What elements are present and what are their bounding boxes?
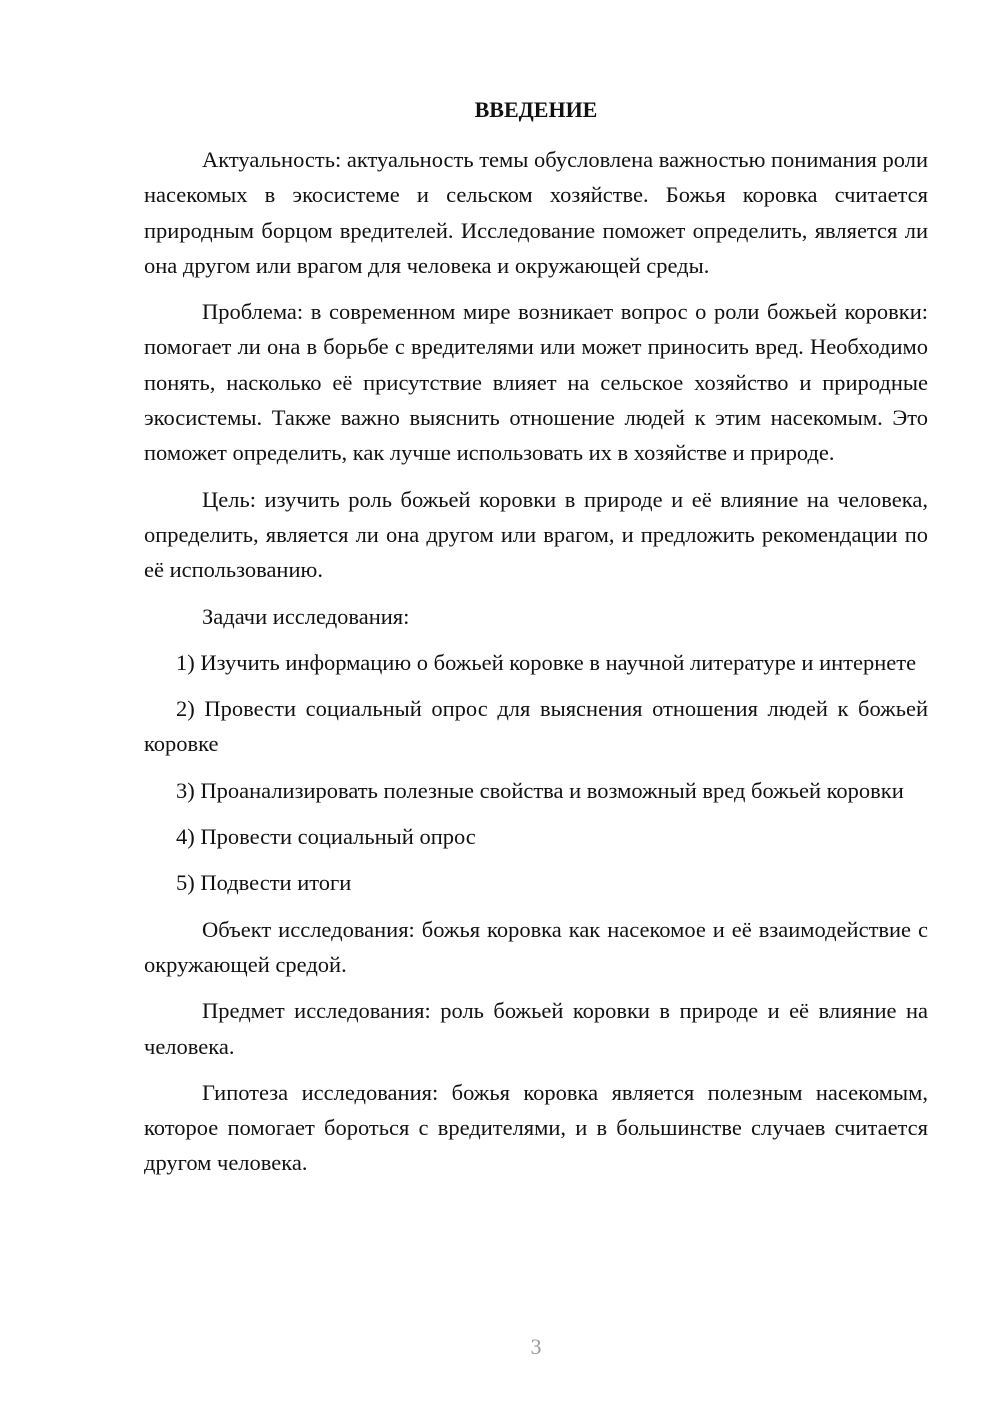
object-paragraph: Объект исследования: божья коровка как насекомое и её взаимодействие с окружающей средой. — [144, 916, 928, 977]
task-item: 2) Провести социальный опрос для выяснения отношения людей к божьей коровке — [144, 696, 928, 757]
section-heading: ВВЕДЕНИЕ — [474, 97, 598, 122]
task-item: 4) Провести социальный опрос — [176, 824, 476, 850]
task-item: 5) Подвести итоги — [176, 870, 352, 896]
page-number: 3 — [530, 1334, 542, 1359]
goal-paragraph: Цель: изучить роль божьей коровки в природе и её влияние на человека, определить, является ли она другом или врагом, и предложить рекомендации по её использованию. — [144, 486, 928, 583]
relevance-paragraph: Актуальность: актуальность темы обусловлена важностью понимания роли насекомых в экосистеме и сельском хозяйстве. Божья коровка считается природным борцом вредителей. Исследование поможет определить, является ли она другом или врагом для человека и окружающей среды. — [144, 147, 928, 278]
tasks-list — [144, 645, 928, 901]
task-item: 1) Изучить информацию о божьей коровке в научной литературе и интернете — [176, 649, 917, 675]
document-page — [144, 92, 928, 1181]
task-item: 3) Проанализировать полезные свойства и возможный вред божьей коровки — [176, 777, 904, 803]
subject-paragraph: Предмет исследования: роль божьей коровки в природе и её влияние на человека. — [144, 998, 928, 1059]
tasks-title: Задачи исследования: — [202, 603, 410, 629]
hypothesis-paragraph: Гипотеза исследования: божья коровка является полезным насекомым, которое помогает бороться с вредителями, и в большинстве случаев считается другом человека. — [144, 1079, 928, 1176]
problem-paragraph: Проблема: в современном мире возникает вопрос о роли божьей коровки: помогает ли она в борьбе с вредителями или может приносить вред. Необходимо понять, насколько её присутствие влияет на сельское хозяйство и природные экосистемы. Также важно выяснить отношение людей к этим насекомым. Это поможет определить, как лучше использовать их в хозяйстве и природе. — [144, 299, 928, 466]
